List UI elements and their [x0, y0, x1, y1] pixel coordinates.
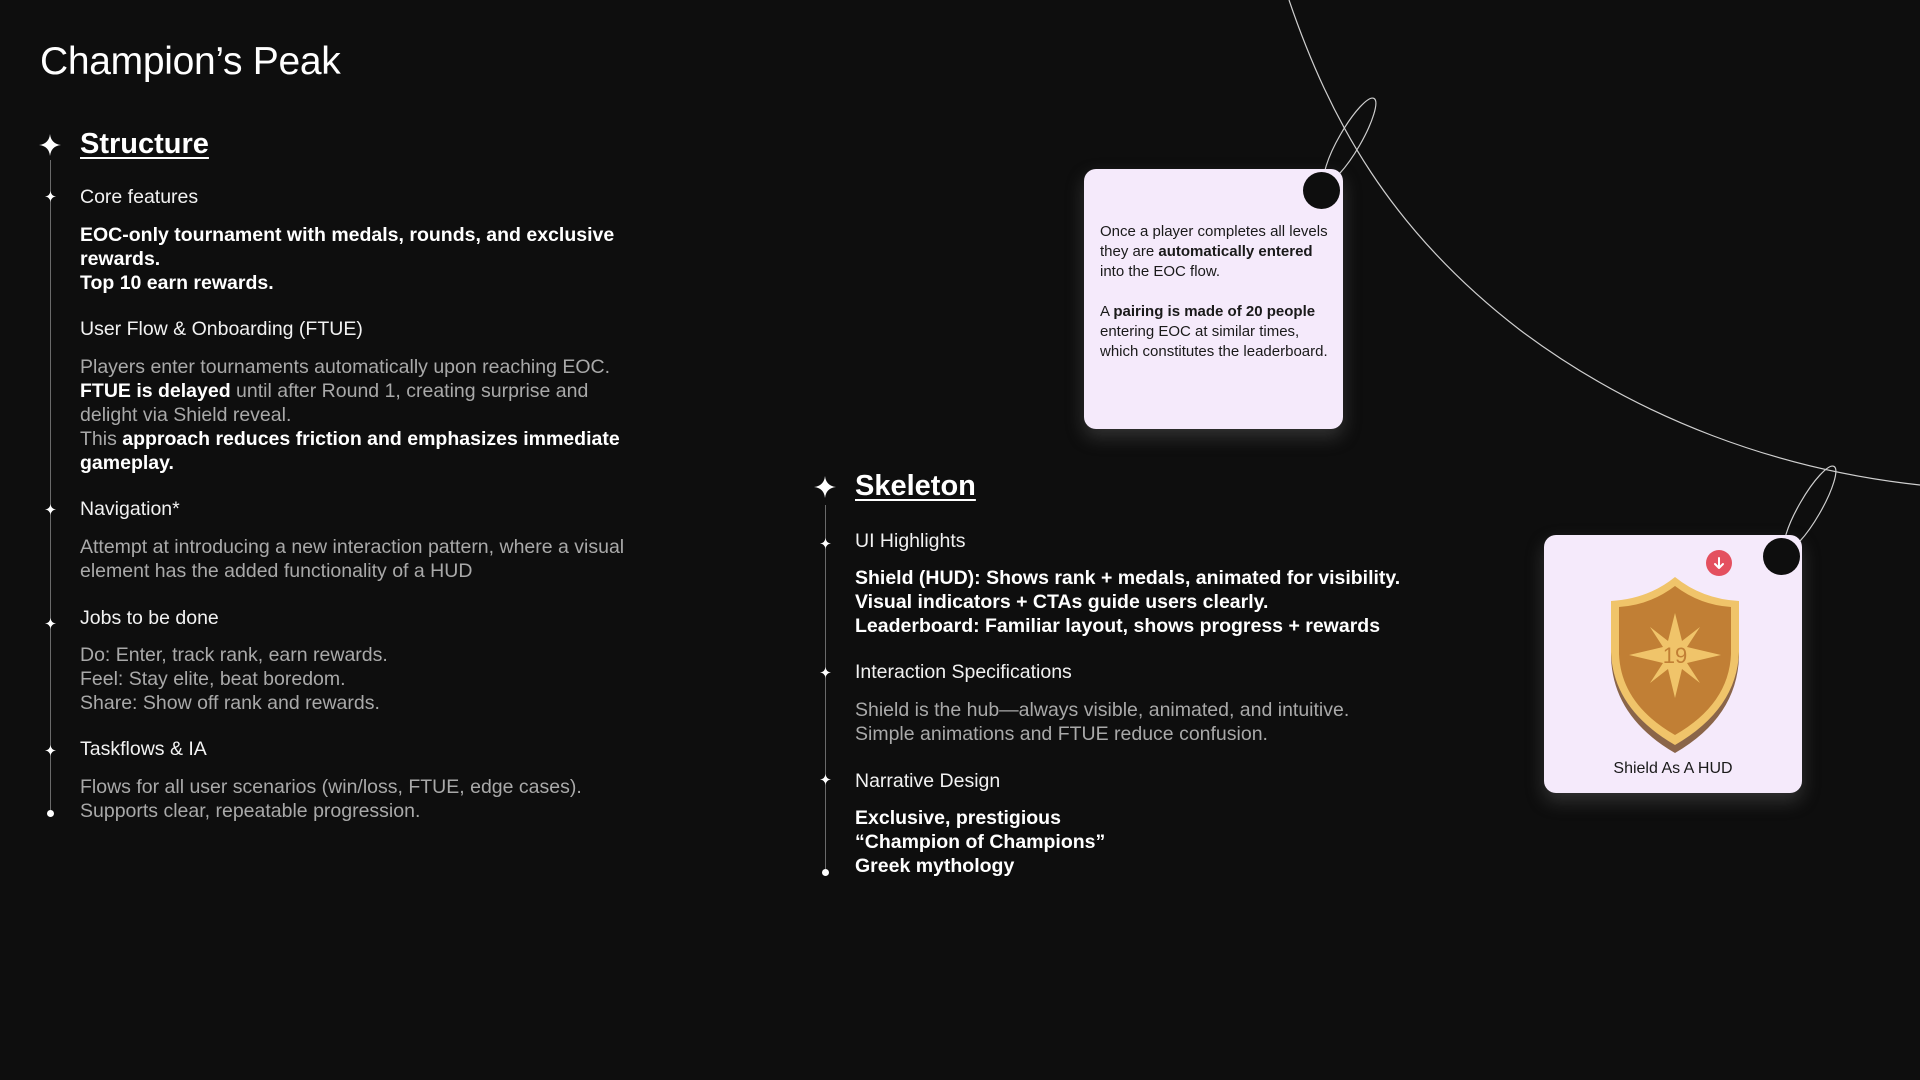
- sparkle-icon: [820, 774, 831, 785]
- sparkle-icon: [820, 667, 831, 678]
- sparkle-icon: [45, 618, 56, 629]
- card-pin-hole: [1303, 172, 1340, 209]
- core-features-label: Core features: [80, 186, 199, 208]
- sparkle-icon: [45, 191, 56, 202]
- arrow-down-icon[interactable]: [1706, 550, 1732, 576]
- shield-icon: [1607, 577, 1743, 755]
- eoc-note-card: [1084, 169, 1343, 429]
- user-flow-body: Players enter tournaments automatically upon reaching EOC. FTUE is delayed until after Round 1, creating surprise and delight via Shield reveal. This approach reduces friction and emphasizes immediate gameplay.: [80, 356, 620, 474]
- card-pin-hole: [1763, 538, 1800, 575]
- sparkle-icon: [814, 476, 836, 498]
- interaction-specs-body: Shield is the hub—always visible, animated, and intuitive. Simple animations and FTUE reduce confusion.: [855, 699, 1350, 745]
- shield-hud-card: [1544, 535, 1802, 793]
- navigation-label: Navigation*: [80, 498, 180, 520]
- taskflows-label: Taskflows & IA: [80, 738, 207, 760]
- narrative-design-label: Narrative Design: [855, 770, 1001, 792]
- core-features-body: EOC-only tournament with medals, rounds, and exclusive rewards. Top 10 earn rewards.: [80, 224, 615, 294]
- timeline-end-dot: [47, 810, 54, 817]
- shield-caption: Shield As A HUD: [1613, 760, 1733, 777]
- timeline-end-dot: [822, 869, 829, 876]
- sparkle-icon: [39, 134, 61, 156]
- jobs-label: Jobs to be done: [80, 607, 219, 629]
- shield-rank: 19: [1662, 643, 1688, 668]
- taskflows-body: Flows for all user scenarios (win/loss, FTUE, edge cases). Supports clear, repeatable progression.: [80, 776, 582, 822]
- note-paragraph-1: Once a player completes all levels they are automatically entered into the EOC flow.: [1100, 223, 1328, 280]
- interaction-specs-label: Interaction Specifications: [855, 661, 1072, 683]
- sparkle-icon: [820, 538, 831, 549]
- structure-heading: Structure: [80, 128, 209, 160]
- structure-timeline: [50, 160, 51, 810]
- skeleton-timeline: [825, 505, 826, 870]
- ui-highlights-body: Shield (HUD): Shows rank + medals, animated for visibility. Visual indicators + CTAs guide users clearly. Leaderboard: Familiar layout, shows progress + rewards: [855, 567, 1401, 637]
- narrative-design-body: Exclusive, prestigious “Champion of Champions” Greek mythology: [855, 807, 1106, 877]
- ui-highlights-label: UI Highlights: [855, 530, 966, 552]
- skeleton-heading: Skeleton: [855, 470, 976, 502]
- page-title: Champion’s Peak: [40, 40, 341, 83]
- note-paragraph-2: A pairing is made of 20 people entering EOC at similar times, which constitutes the leaderboard.: [1100, 303, 1328, 360]
- jobs-body: Do: Enter, track rank, earn rewards. Feel: Stay elite, beat boredom. Share: Show off rank and rewards.: [80, 644, 388, 714]
- navigation-body: Attempt at introducing a new interaction pattern, where a visual element has the added functionality of a HUD: [80, 536, 625, 582]
- sparkle-icon: [45, 504, 56, 515]
- sparkle-icon: [45, 745, 56, 756]
- user-flow-label: User Flow & Onboarding (FTUE): [80, 318, 363, 340]
